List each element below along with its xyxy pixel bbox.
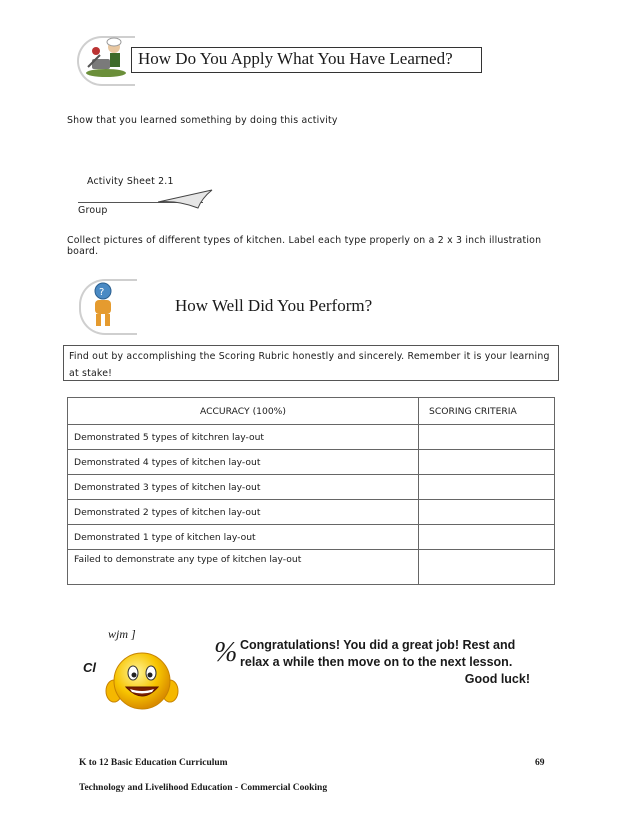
section2-instruction: Find out by accomplishing the Scoring Rubric honestly and sincerely. Remember it is your learning at stake! (69, 351, 550, 379)
score-cell[interactable] (419, 425, 555, 450)
score-cell[interactable] (419, 500, 555, 525)
accuracy-header: ACCURACY (100%) (68, 398, 419, 425)
chef-cooking-icon (84, 37, 130, 79)
partial-text: Cl (83, 660, 96, 675)
table-row (68, 475, 555, 500)
footer-page-number: 69 (535, 758, 545, 768)
section2-heading: How Well Did You Perform? (175, 296, 373, 315)
rubric-item: Demonstrated 1 type of kitchen lay-out (68, 525, 419, 550)
table-row (68, 550, 555, 585)
table-row (68, 500, 555, 525)
thinking-person-icon (86, 282, 120, 328)
score-cell[interactable] (419, 550, 555, 585)
congratulations-message (240, 637, 530, 688)
svg-text:?: ? (99, 287, 105, 298)
section1-intro: Show that you learned something by doing this activity (67, 115, 338, 126)
rubric-item: Demonstrated 4 types of kitchen lay-out (68, 450, 419, 475)
congrats-line-1: Congratulations! You did a great job! Rest and (240, 638, 516, 652)
rubric-item: Failed to demonstrate any type of kitchen lay-out (68, 550, 419, 585)
percent-symbol: % (214, 637, 238, 668)
section1-heading: How Do You Apply What You Have Learned? (138, 49, 453, 68)
scoring-rubric-table (67, 397, 555, 585)
activity-sheet-label: Activity Sheet 2.1 (87, 176, 174, 187)
score-cell[interactable] (419, 525, 555, 550)
section1-task: Collect pictures of different types of kitchen. Label each type properly on a 2 x 3 inch illustration board. (67, 235, 542, 257)
table-row (68, 525, 555, 550)
table-row (68, 425, 555, 450)
group-label: Group (78, 205, 108, 216)
footer-curriculum: K to 12 Basic Education Curriculum (79, 758, 228, 768)
rubric-item: Demonstrated 5 types of kitchren lay-out (68, 425, 419, 450)
rubric-item: Demonstrated 3 types of kitchen lay-out (68, 475, 419, 500)
page-curl-icon (158, 188, 216, 210)
smiley-thumbs-up-icon (104, 647, 180, 713)
footer-course: Technology and Livelihood Education - Commercial Cooking (79, 783, 328, 793)
congrats-line-3: Good luck! (464, 672, 530, 686)
congrats-line-2: relax a while then move on to the next lesson. (240, 655, 513, 669)
score-cell[interactable] (419, 475, 555, 500)
scoring-criteria-header: SCORING CRITERIA (419, 398, 555, 425)
table-row (68, 450, 555, 475)
table-header-row (68, 398, 555, 425)
rubric-item: Demonstrated 2 types of kitchen lay-out (68, 500, 419, 525)
handwritten-scribble: wjm ] (108, 627, 136, 641)
score-cell[interactable] (419, 450, 555, 475)
